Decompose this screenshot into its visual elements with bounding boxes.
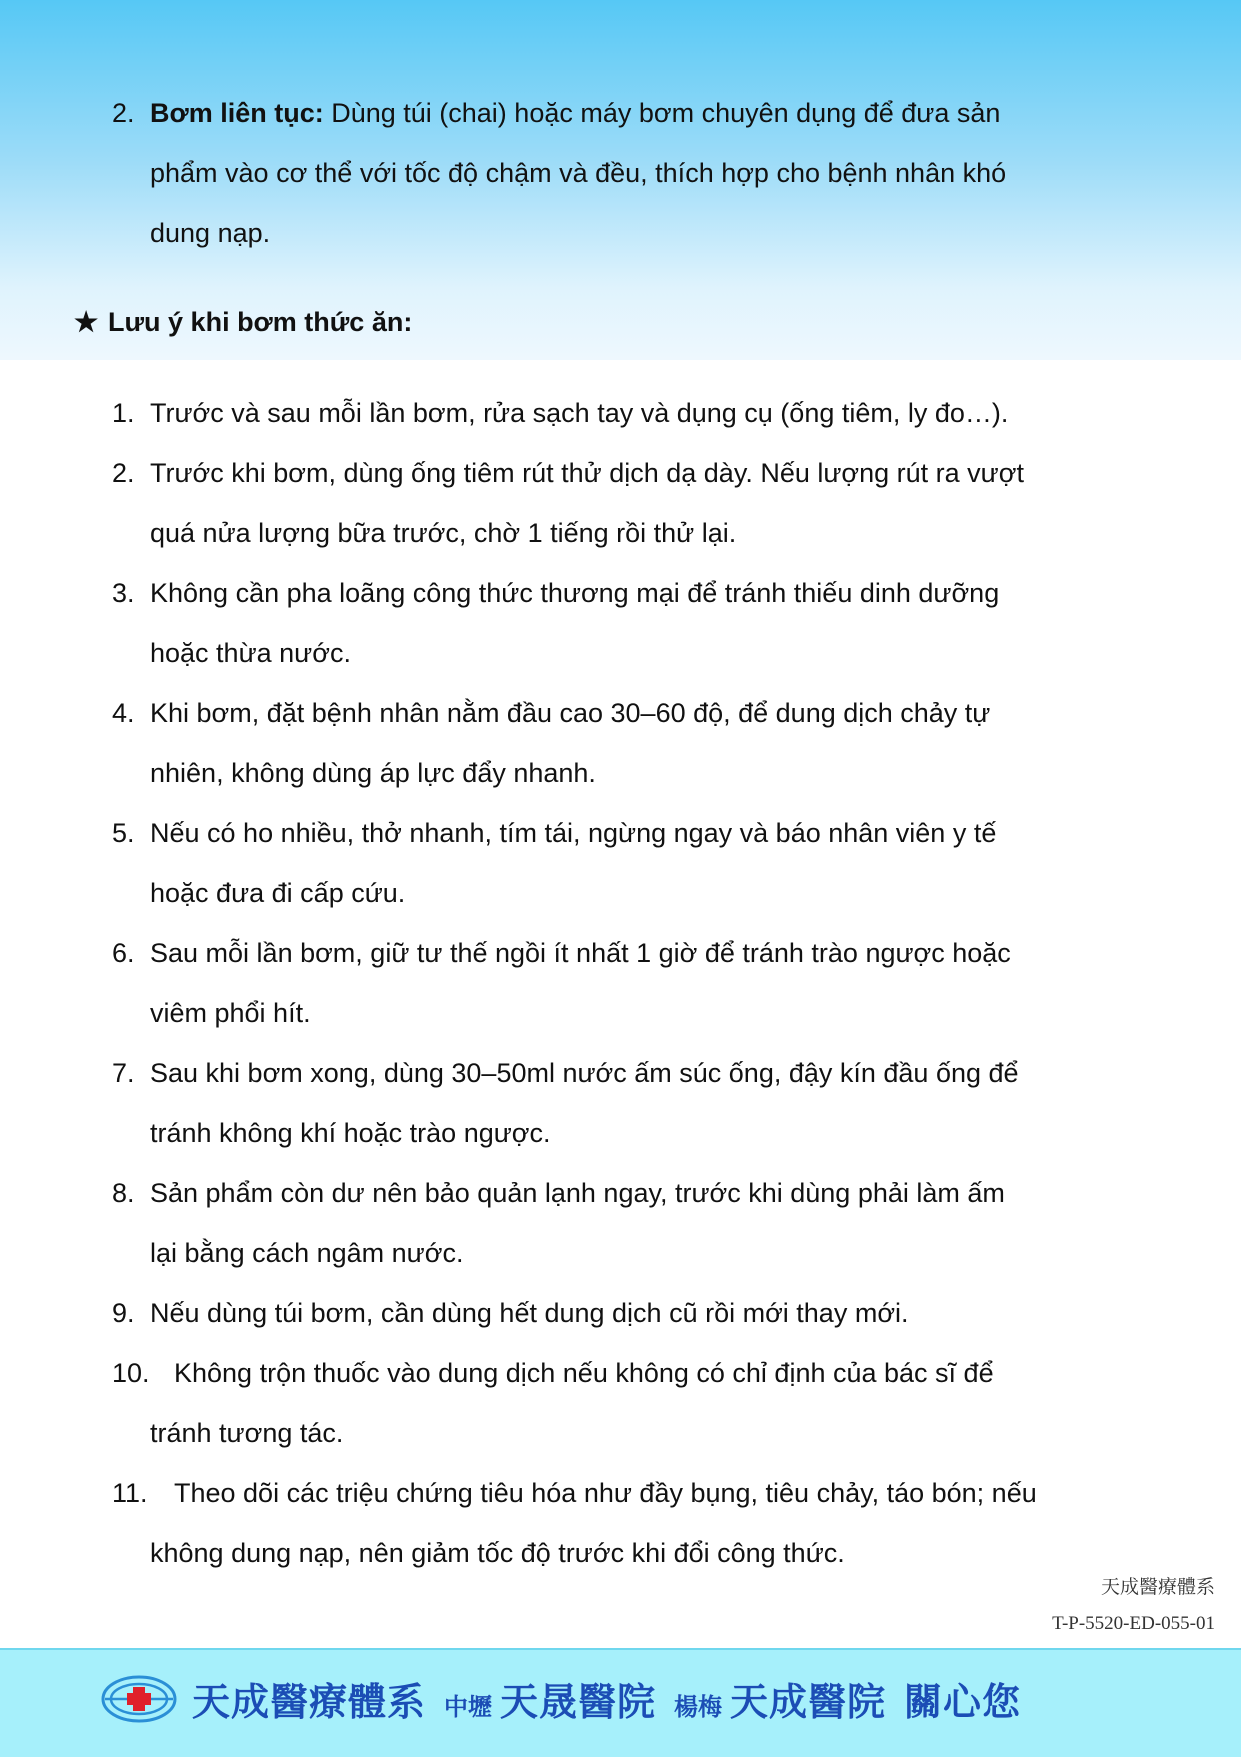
item-line: Sau khi bơm xong, dùng 30–50ml nước ấm súc ống, đậy kín đầu ống để	[150, 1058, 1019, 1088]
item-number: 5.	[112, 818, 135, 848]
item-line: Sau mỗi lần bơm, giữ tư thế ngồi ít nhất 1 giờ để tránh trào ngược hoặc	[150, 938, 1011, 968]
item-number: 1.	[112, 398, 135, 428]
item-line: tránh không khí hoặc trào ngược.	[150, 1118, 551, 1148]
item-line: hoặc thừa nước.	[150, 638, 351, 668]
item-line: Trước khi bơm, dùng ống tiêm rút thử dịch dạ dày. Nếu lượng rút ra vượt	[150, 458, 1024, 488]
item-line: lại bằng cách ngâm nước.	[150, 1238, 464, 1268]
item-line: viêm phổi hít.	[150, 998, 311, 1028]
item-line: hoặc đưa đi cấp cứu.	[150, 878, 406, 908]
item-line	[112, 83, 1172, 143]
notes-title: Lưu ý khi bơm thức ăn:	[108, 307, 413, 337]
footer-band	[0, 1648, 1241, 1757]
list-item	[112, 923, 1172, 1043]
item-line: không dung nạp, nên giảm tốc độ trước khi đổi công thức.	[150, 1538, 845, 1568]
item-line: tránh tương tác.	[150, 1418, 344, 1448]
item-text: Dùng túi (chai) hoặc máy bơm chuyên dụng để đưa sản	[323, 98, 1001, 128]
footer-city-1: 中壢	[444, 1693, 493, 1721]
list-item	[112, 803, 1172, 923]
item-line: Khi bơm, đặt bệnh nhân nằm đầu cao 30–60 độ, để dung dịch chảy tự	[150, 698, 991, 728]
item-line: Trước và sau mỗi lần bơm, rửa sạch tay và dụng cụ (ống tiêm, ly đo…).	[150, 398, 1009, 428]
item-number: 7.	[112, 1058, 135, 1088]
doc-code-label: T-P-5520-ED-055-01	[1052, 1613, 1215, 1634]
star-icon: ★	[74, 307, 99, 337]
notes-heading	[74, 292, 412, 352]
item-number: 3.	[112, 578, 135, 608]
doc-org-label: 天成醫療體系	[1100, 1577, 1215, 1598]
item-number: 11.	[112, 1478, 148, 1508]
list-item	[112, 1043, 1172, 1163]
item-line: quá nửa lượng bữa trước, chờ 1 tiếng rồi thử lại.	[150, 518, 737, 548]
footer-hospital-2: 天成醫院	[730, 1680, 887, 1724]
footer-hospital-names	[192, 1672, 1021, 1732]
item-bold-label: Bơm liên tục:	[150, 98, 324, 128]
item-number: 4.	[112, 698, 135, 728]
list-item	[112, 1283, 1172, 1343]
list-item	[112, 1343, 1172, 1463]
item-line: Nếu dùng túi bơm, cần dùng hết dung dịch cũ rồi mới thay mới.	[150, 1298, 909, 1328]
item-line: Không trộn thuốc vào dung dịch nếu không có chỉ định của bác sĩ để	[174, 1358, 994, 1388]
list-item	[112, 1463, 1172, 1583]
list-item	[112, 1163, 1172, 1283]
item-number: 2.	[112, 98, 135, 128]
footer-city-2: 楊梅	[674, 1693, 723, 1721]
footer-slogan: 關心您	[904, 1680, 1022, 1724]
item-line: Không cần pha loãng công thức thương mại để tránh thiếu dinh dưỡng	[150, 578, 1000, 608]
item-line: Theo dõi các triệu chứng tiêu hóa như đầy bụng, tiêu chảy, táo bón; nếu	[174, 1478, 1037, 1508]
footer-org-name: 天成醫療體系	[192, 1680, 427, 1724]
list-item	[112, 443, 1172, 563]
item-number: 10.	[112, 1358, 150, 1388]
list-item	[112, 383, 1172, 443]
item-number: 9.	[112, 1298, 135, 1328]
item-number: 6.	[112, 938, 135, 968]
list-item	[112, 83, 1172, 263]
item-line: Nếu có ho nhiều, thở nhanh, tím tái, ngừng ngay và báo nhân viên y tế	[150, 818, 997, 848]
hospital-logo-icon	[100, 1670, 178, 1728]
item-line: dung nạp.	[150, 218, 271, 248]
item-line: nhiên, không dùng áp lực đẩy nhanh.	[150, 758, 596, 788]
footer-hospital-1: 天晟醫院	[500, 1680, 657, 1724]
list-item	[112, 683, 1172, 803]
list-item	[112, 563, 1172, 683]
item-line: phẩm vào cơ thể với tốc độ chậm và đều, thích hợp cho bệnh nhân khó	[150, 158, 1007, 188]
item-number: 2.	[112, 458, 135, 488]
item-number: 8.	[112, 1178, 135, 1208]
item-line: Sản phẩm còn dư nên bảo quản lạnh ngay, trước khi dùng phải làm ấm	[150, 1178, 1005, 1208]
